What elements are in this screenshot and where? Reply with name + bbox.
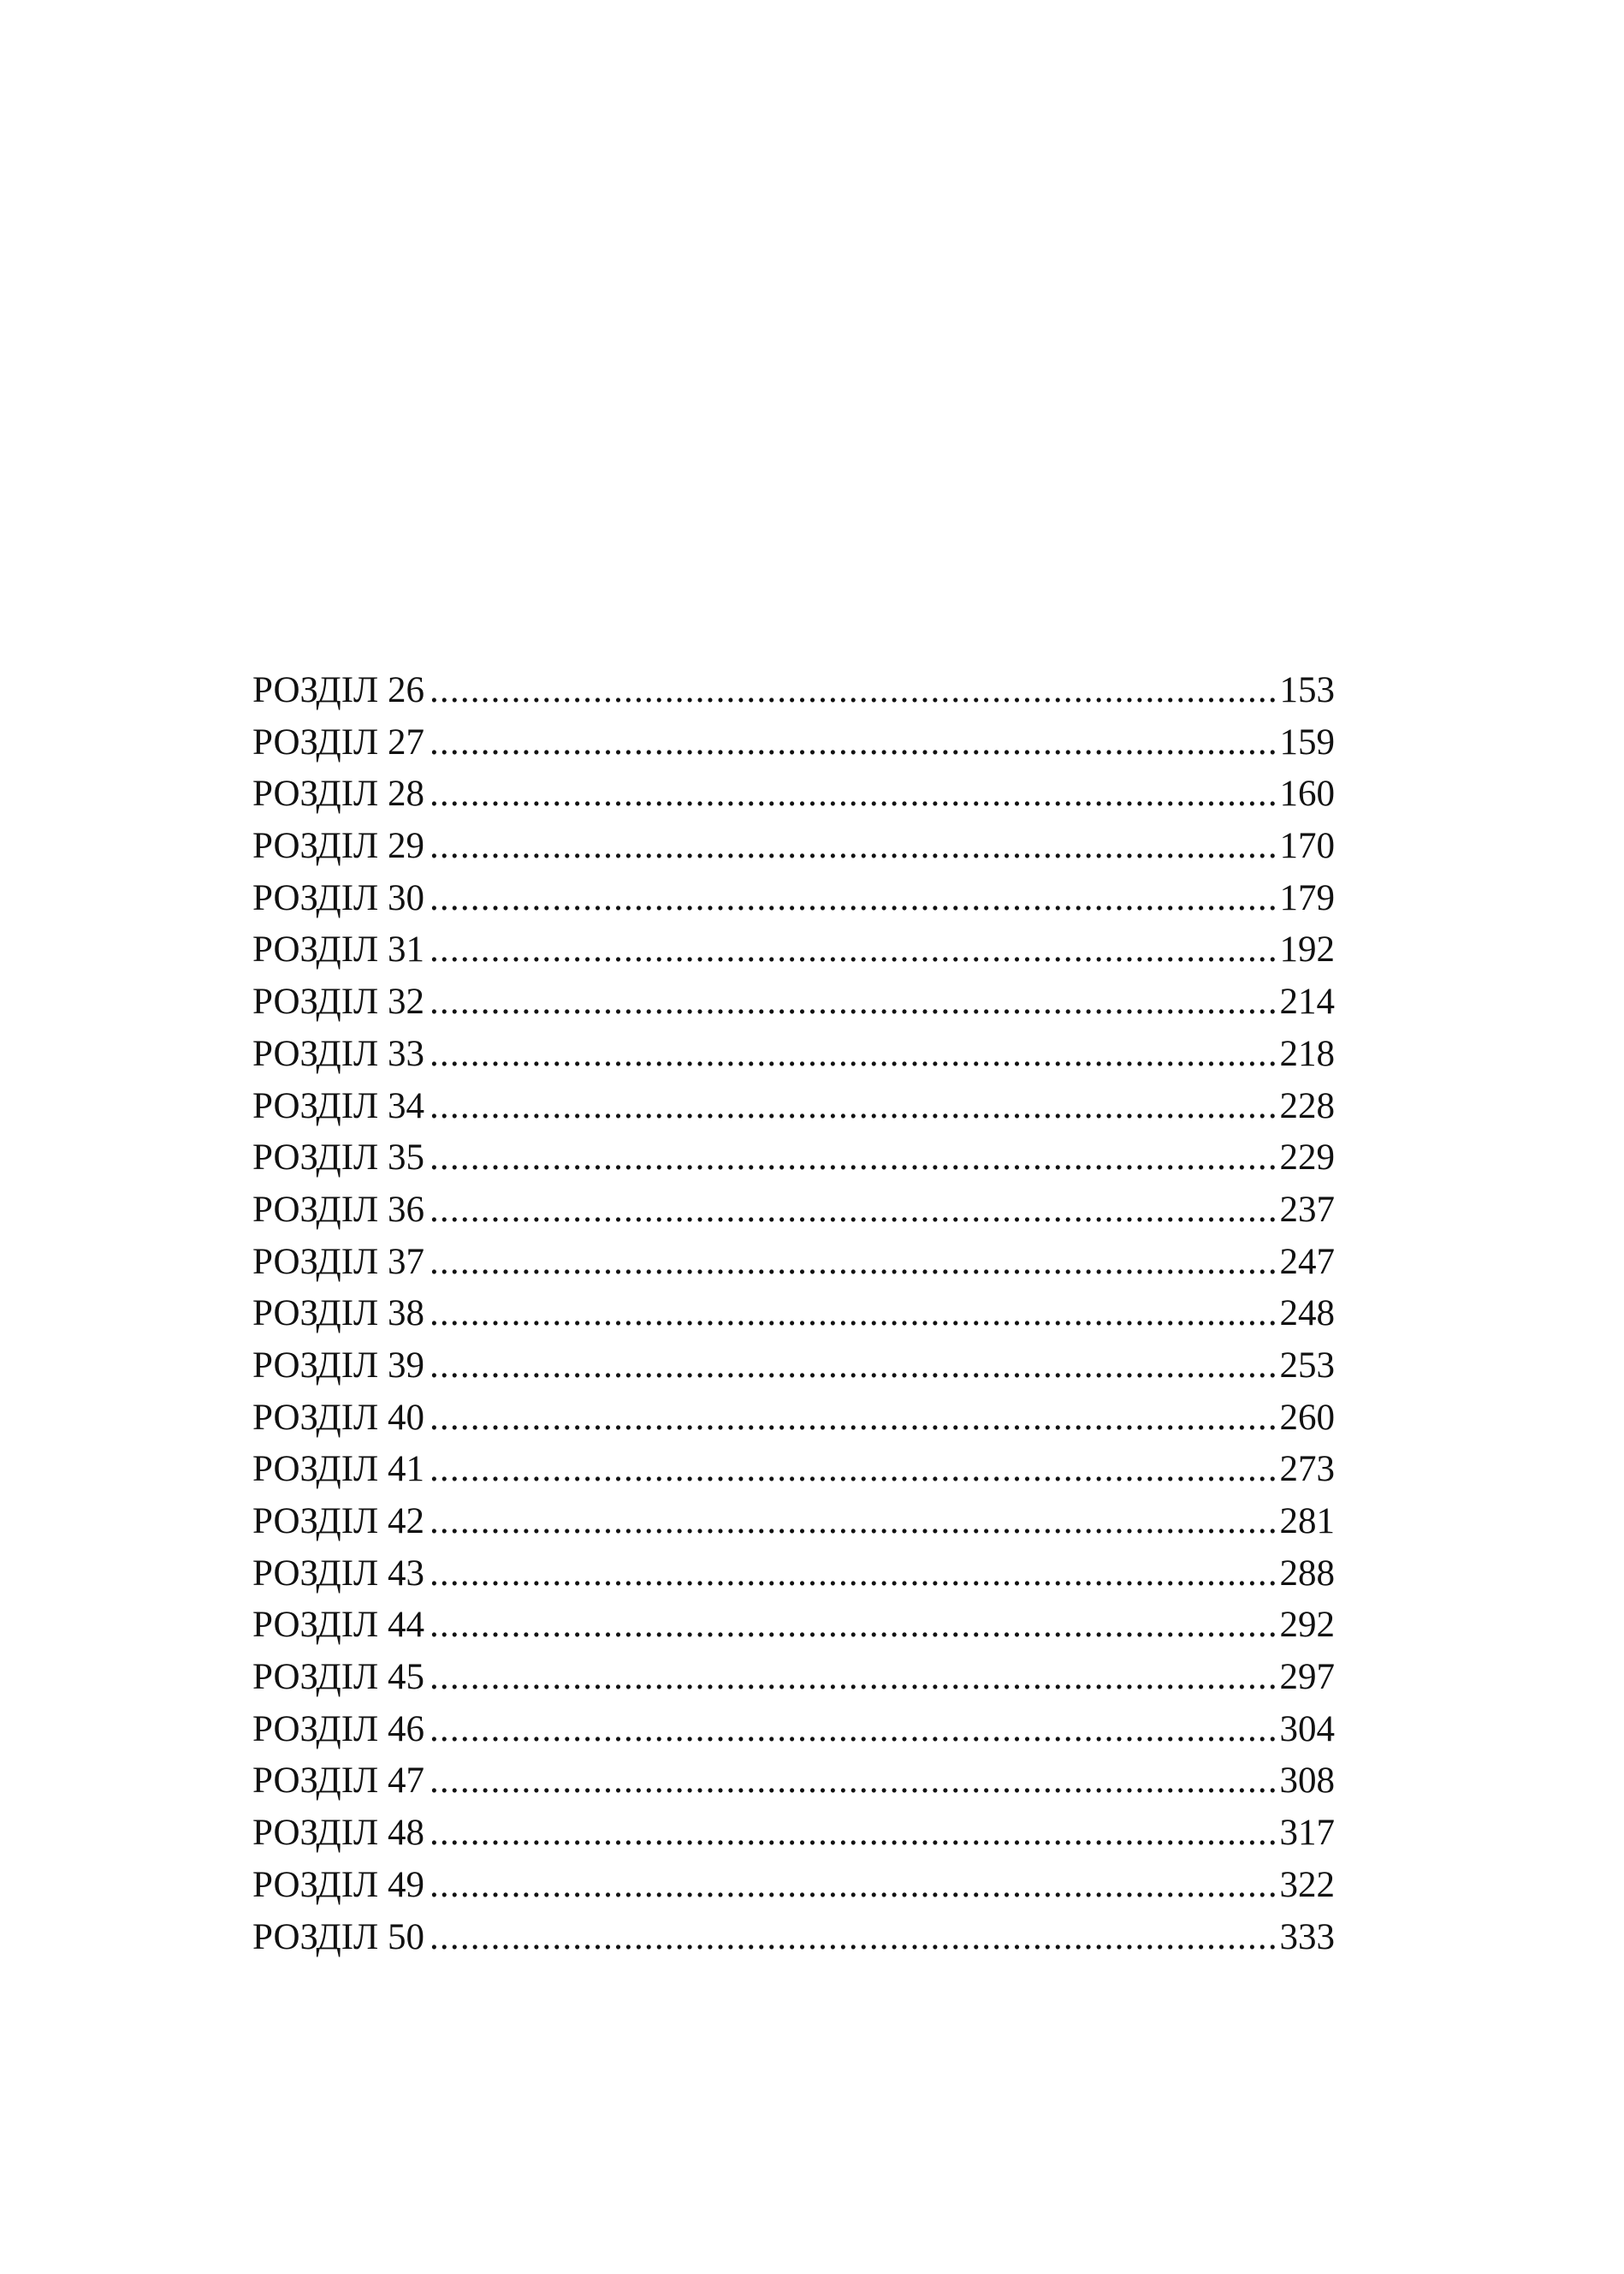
toc-dot-leader <box>430 1548 1278 1600</box>
toc-entry-label: РОЗДІЛ 27 <box>252 721 424 763</box>
toc-entry[interactable] <box>252 1860 1335 1912</box>
toc-entry-page: 247 <box>1279 1241 1335 1282</box>
toc-dot-leader <box>430 1081 1278 1133</box>
toc-dot-leader <box>430 1704 1278 1756</box>
toc-entry-page: 248 <box>1279 1293 1335 1334</box>
toc-entry[interactable] <box>252 1081 1335 1133</box>
toc-entry-page: 260 <box>1279 1397 1335 1438</box>
toc-dot-leader <box>430 1237 1278 1289</box>
toc-entry-label: РОЗДІЛ 41 <box>252 1449 424 1490</box>
toc-entry-page: 192 <box>1279 929 1335 971</box>
toc-entry[interactable] <box>252 665 1335 717</box>
toc-dot-leader <box>430 1132 1278 1184</box>
toc-entry-label: РОЗДІЛ 47 <box>252 1760 424 1802</box>
toc-dot-leader <box>430 1600 1278 1652</box>
toc-entry-page: 281 <box>1279 1501 1335 1541</box>
toc-entry-label: РОЗДІЛ 39 <box>252 1345 424 1386</box>
toc-entry-page: 333 <box>1279 1916 1335 1957</box>
toc-entry[interactable] <box>252 769 1335 821</box>
toc-dot-leader <box>430 1288 1278 1340</box>
toc-entry[interactable] <box>252 1912 1335 1964</box>
toc-entry[interactable] <box>252 1132 1335 1184</box>
toc-entry-label: РОЗДІЛ 26 <box>252 670 424 710</box>
toc-entry[interactable] <box>252 977 1335 1029</box>
toc-entry-page: 273 <box>1279 1449 1335 1490</box>
toc-entry-label: РОЗДІЛ 49 <box>252 1864 424 1905</box>
toc-entry-page: 170 <box>1279 826 1335 867</box>
toc-entry-label: РОЗДІЛ 30 <box>252 877 424 918</box>
toc-entry[interactable] <box>252 1808 1335 1860</box>
toc-dot-leader <box>430 1912 1278 1964</box>
toc-entry[interactable] <box>252 717 1335 769</box>
toc-entry[interactable] <box>252 1652 1335 1704</box>
toc-entry-page: 297 <box>1279 1657 1335 1698</box>
toc-entry-page: 317 <box>1279 1813 1335 1854</box>
toc-entry-label: РОЗДІЛ 37 <box>252 1241 424 1282</box>
toc-entry-label: РОЗДІЛ 31 <box>252 929 424 971</box>
toc-entry[interactable] <box>252 821 1335 873</box>
toc-entry[interactable] <box>252 1392 1335 1445</box>
toc-dot-leader <box>430 1340 1278 1392</box>
toc-entry-label: РОЗДІЛ 50 <box>252 1916 424 1957</box>
toc-dot-leader <box>430 873 1278 925</box>
toc-entry-page: 179 <box>1279 877 1335 918</box>
toc-entry-page: 229 <box>1279 1137 1335 1179</box>
toc-entry[interactable] <box>252 873 1335 925</box>
toc-entry-label: РОЗДІЛ 35 <box>252 1137 424 1179</box>
toc-entry-label: РОЗДІЛ 40 <box>252 1397 424 1438</box>
toc-dot-leader <box>430 1652 1278 1704</box>
toc-entry[interactable] <box>252 1755 1335 1808</box>
toc-entry[interactable] <box>252 1288 1335 1340</box>
toc-entry[interactable] <box>252 924 1335 977</box>
toc-entry-label: РОЗДІЛ 44 <box>252 1605 424 1646</box>
toc-entry-label: РОЗДІЛ 45 <box>252 1657 424 1698</box>
toc-entry[interactable] <box>252 1548 1335 1600</box>
toc-entry[interactable] <box>252 1340 1335 1392</box>
toc-entry-page: 214 <box>1279 982 1335 1023</box>
toc-entry[interactable] <box>252 1496 1335 1548</box>
toc-entry-label: РОЗДІЛ 42 <box>252 1501 424 1541</box>
toc-entry-label: РОЗДІЛ 34 <box>252 1085 424 1126</box>
toc-entry-page: 228 <box>1279 1085 1335 1126</box>
toc-entry-page: 153 <box>1279 670 1335 710</box>
toc-entry[interactable] <box>252 1704 1335 1756</box>
toc-dot-leader <box>430 1392 1278 1445</box>
toc-entry-page: 160 <box>1279 774 1335 815</box>
toc-dot-leader <box>430 717 1278 769</box>
toc-entry[interactable] <box>252 1029 1335 1081</box>
toc-entry-label: РОЗДІЛ 32 <box>252 982 424 1023</box>
toc-entry[interactable] <box>252 1444 1335 1496</box>
toc-dot-leader <box>430 1029 1278 1081</box>
toc-entry-page: 237 <box>1279 1189 1335 1230</box>
toc-dot-leader <box>430 665 1278 717</box>
toc-entry-page: 218 <box>1279 1033 1335 1074</box>
toc-entry-label: РОЗДІЛ 28 <box>252 774 424 815</box>
toc-entry[interactable] <box>252 1600 1335 1652</box>
toc-dot-leader <box>430 1496 1278 1548</box>
toc-entry-page: 288 <box>1279 1553 1335 1594</box>
toc-dot-leader <box>430 1184 1278 1237</box>
toc-entry-page: 159 <box>1279 721 1335 763</box>
toc-dot-leader <box>430 1860 1278 1912</box>
toc-entry-label: РОЗДІЛ 38 <box>252 1293 424 1334</box>
toc-entry-page: 292 <box>1279 1605 1335 1646</box>
toc-entry-label: РОЗДІЛ 29 <box>252 826 424 867</box>
toc-entry-page: 322 <box>1279 1864 1335 1905</box>
toc-entry-label: РОЗДІЛ 48 <box>252 1813 424 1854</box>
toc-entry-page: 308 <box>1279 1760 1335 1802</box>
toc-entry[interactable] <box>252 1237 1335 1289</box>
toc-dot-leader <box>430 821 1278 873</box>
toc-dot-leader <box>430 977 1278 1029</box>
toc-entry-label: РОЗДІЛ 36 <box>252 1189 424 1230</box>
toc-dot-leader <box>430 924 1278 977</box>
toc-entry-page: 304 <box>1279 1708 1335 1749</box>
toc-entry-label: РОЗДІЛ 33 <box>252 1033 424 1074</box>
toc-dot-leader <box>430 769 1278 821</box>
toc-dot-leader <box>430 1808 1278 1860</box>
toc-entry-page: 253 <box>1279 1345 1335 1386</box>
toc-entry-label: РОЗДІЛ 46 <box>252 1708 424 1749</box>
toc-dot-leader <box>430 1444 1278 1496</box>
toc-entry-label: РОЗДІЛ 43 <box>252 1553 424 1594</box>
toc-entry[interactable] <box>252 1184 1335 1237</box>
toc-dot-leader <box>430 1755 1278 1808</box>
table-of-contents <box>252 665 1335 1963</box>
